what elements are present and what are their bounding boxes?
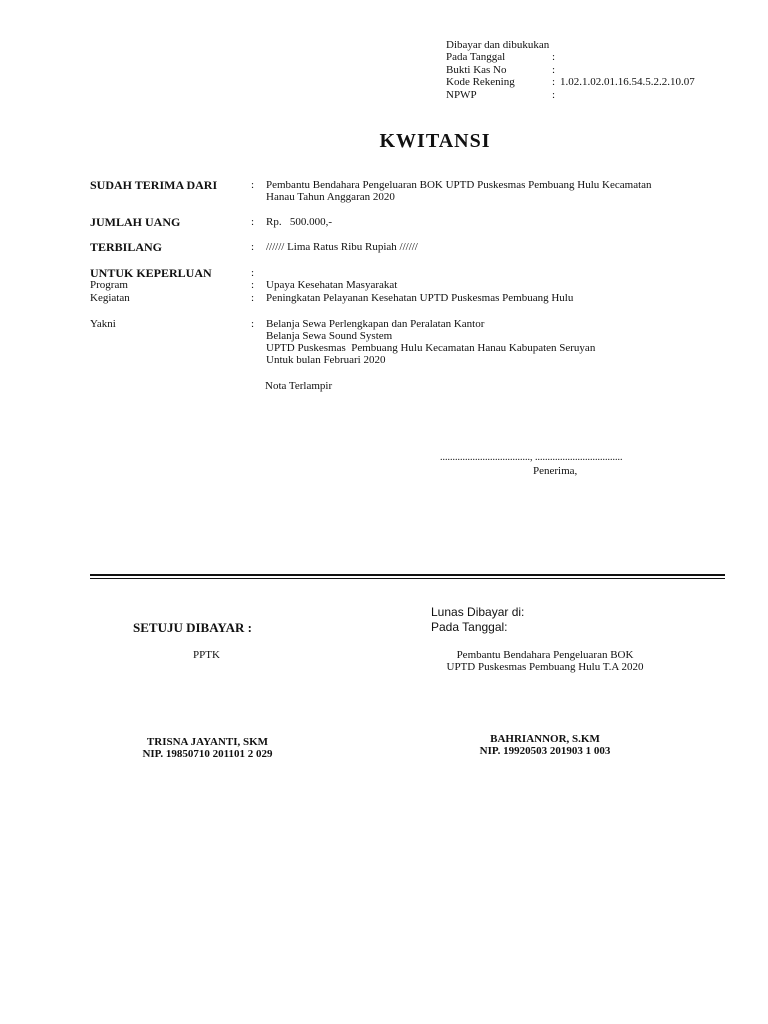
header-label: Pada Tanggal: [446, 51, 506, 64]
yakni-line: Belanja Sewa Perlengkapan dan Peralatan Kantor: [266, 318, 485, 330]
lunas-dibayar-label: Lunas Dibayar di:: [431, 605, 525, 619]
pptk-label: PPTK: [193, 649, 220, 661]
left-signer-name: TRISNA JAYANTI, SKM: [146, 736, 269, 748]
header-label: Kode Rekening: [446, 76, 515, 89]
colon: :: [251, 179, 255, 191]
yakni-label: Yakni: [90, 318, 116, 330]
header-colon: :: [552, 51, 556, 64]
nota-terlampir: Nota Terlampir: [265, 380, 333, 392]
jumlah-uang-value: Rp. 500.000,-: [266, 216, 332, 228]
document-title: KWITANSI: [379, 130, 491, 152]
header-colon: :: [552, 63, 556, 76]
yakni-line: Untuk bulan Februari 2020: [266, 354, 386, 366]
header-label: Bukti Kas No: [446, 63, 507, 76]
pembantu-line1: Pembantu Bendahara Pengeluaran BOK: [456, 649, 634, 661]
sudah-terima-value-line1: Pembantu Bendahara Pengeluaran BOK UPTD Puskesmas Pembuang Hulu Kecamatan: [266, 179, 652, 191]
separator-thick: [90, 574, 725, 576]
header-row-kode-rekening: [446, 76, 746, 88]
right-signer-name: BAHRIANNOR, S.KM: [490, 733, 600, 745]
pada-tanggal-label: Pada Tanggal:: [431, 620, 508, 634]
header-row-bukti-kas: [446, 64, 746, 76]
header-colon: :: [552, 88, 556, 101]
dibayar-text: Dibayar dan dibukukan: [446, 39, 550, 51]
jumlah-uang-label: JUMLAH UANG: [90, 215, 181, 229]
yakni-line: UPTD Puskesmas Pembuang Hulu Kecamatan Hanau Kabupaten Seruyan: [266, 342, 596, 354]
pembantu-line2: UPTD Puskesmas Pembuang Hulu T.A 2020: [446, 661, 644, 673]
header-colon: :: [552, 76, 556, 89]
terbilang-label: TERBILANG: [90, 240, 163, 254]
left-signer-nip: NIP. 19850710 201101 2 029: [142, 748, 273, 760]
program-value: Upaya Kesehatan Masyarakat: [266, 279, 398, 291]
right-signer-nip: NIP. 19920503 201903 1 003: [479, 745, 611, 757]
separator-thin: [90, 578, 725, 579]
header-label: NPWP: [446, 88, 477, 101]
penerima-label: Penerima,: [533, 465, 578, 477]
kegiatan-label: Kegiatan: [90, 292, 130, 304]
kegiatan-value: Peningkatan Pelayanan Kesehatan UPTD Puskesmas Pembuang Hulu: [266, 292, 574, 304]
header-row-pada-tanggal: [446, 51, 746, 63]
header-block: [446, 39, 746, 101]
colon: :: [251, 292, 255, 304]
header-value: 1.02.1.02.01.16.54.5.2.2.10.07: [560, 76, 695, 89]
setuju-dibayar-label: SETUJU DIBAYAR :: [133, 620, 252, 635]
sudah-terima-label: SUDAH TERIMA DARI: [90, 178, 218, 192]
colon: :: [251, 318, 255, 330]
place-date-dots: ...................................., ...................................: [440, 452, 623, 463]
yakni-line: Belanja Sewa Sound System: [266, 330, 393, 342]
terbilang-value: ////// Lima Ratus Ribu Rupiah //////: [266, 241, 418, 253]
sudah-terima-value-line2: Hanau Tahun Anggaran 2020: [266, 191, 395, 203]
colon: :: [251, 216, 255, 228]
colon: :: [251, 241, 255, 253]
colon: :: [251, 279, 255, 291]
program-label: Program: [90, 279, 128, 291]
header-row-npwp: [446, 89, 746, 101]
colon: :: [251, 267, 255, 279]
untuk-keperluan-label: UNTUK KEPERLUAN: [90, 266, 212, 280]
